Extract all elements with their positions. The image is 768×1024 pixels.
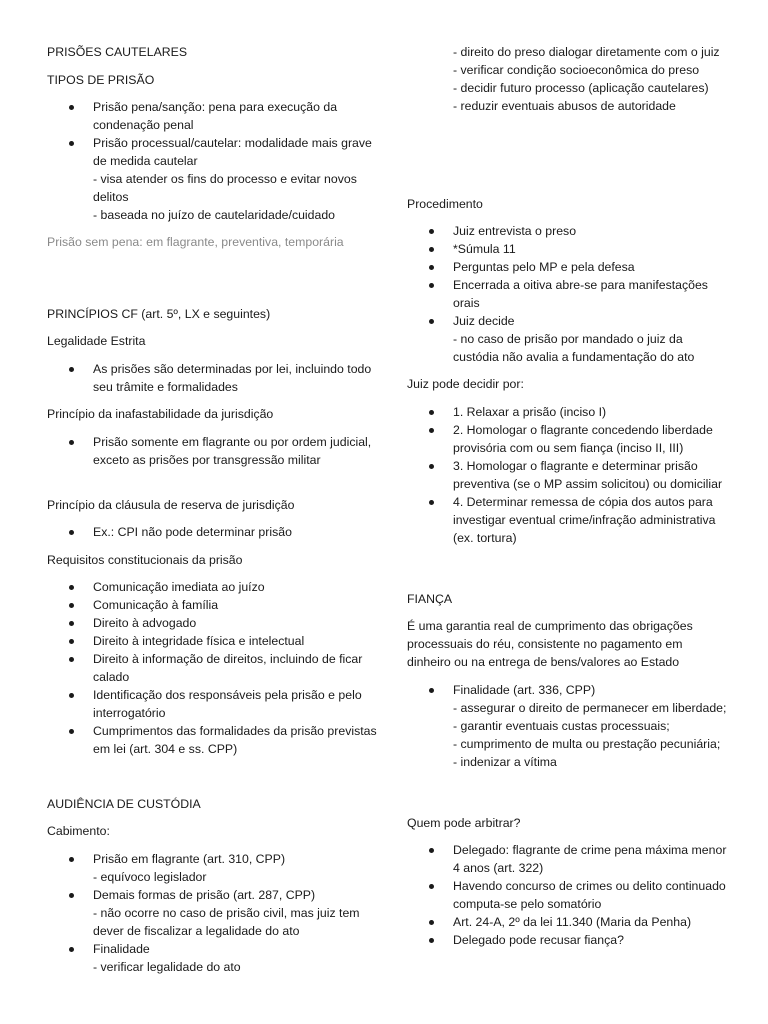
subheading-clausula: Princípio da cláusula de reserva de jurisdição — [47, 498, 295, 512]
list-item-subline: - indenizar a vítima — [453, 755, 557, 769]
list-item-text: Comunicação à família — [93, 598, 219, 612]
list-tipos — [47, 98, 377, 224]
subheading-juiz-decidir: Juiz pode decidir por: — [407, 377, 524, 391]
list-item — [407, 841, 727, 877]
subheading-legalidade: Legalidade Estrita — [47, 334, 146, 348]
list-item — [47, 850, 377, 886]
list-item-text: Delegado pode recusar fiança? — [453, 933, 624, 947]
list-item-subline: - assegurar o direito de permanecer em liberdade; — [453, 701, 727, 715]
continued-lines — [407, 43, 727, 115]
list-item — [47, 98, 377, 134]
list-clausula — [47, 523, 377, 541]
list-item-text: Delegado: flagrante de crime pena máxima menor 4 anos (art. 322) — [453, 843, 727, 875]
list-item — [47, 433, 377, 469]
list-item-text: Direito à advogado — [93, 616, 197, 630]
list-item — [47, 578, 377, 596]
list-juiz-decidir — [407, 403, 727, 547]
continued-line: - direito do preso dialogar diretamente com o juiz — [453, 45, 720, 59]
list-item — [407, 276, 727, 312]
list-item-text: 1. Relaxar a prisão (inciso I) — [453, 405, 607, 419]
list-item-text: Art. 24-A, 2º da lei 11.340 (Maria da Penha) — [453, 915, 692, 929]
list-item-text: Perguntas pelo MP e pela defesa — [453, 260, 635, 274]
subheading-inafastabilidade: Princípio da inafastabilidade da jurisdição — [47, 407, 274, 421]
list-item-text: Ex.: CPI não pode determinar prisão — [93, 525, 292, 539]
list-item-text: Finalidade (art. 336, CPP) — [453, 683, 596, 697]
list-item — [407, 681, 727, 771]
list-item-text: Demais formas de prisão (art. 287, CPP) — [93, 888, 316, 902]
list-item-text: Encerrada a oitiva abre-se para manifestações orais — [453, 278, 708, 310]
list-item-text: 3. Homologar o flagrante e determinar prisão preventiva (se o MP assim solicitou) ou domiciliar — [453, 459, 723, 491]
list-item-text: Prisão somente em flagrante ou por ordem judicial, exceto as prisões por transgressão militar — [93, 435, 372, 467]
list-legalidade — [47, 360, 377, 396]
list-item-text: 2. Homologar o flagrante concedendo liberdade provisória com ou sem fiança (inciso II, III) — [453, 423, 713, 455]
list-procedimento — [407, 222, 727, 366]
list-item-text: Juiz entrevista o preso — [453, 224, 577, 238]
note-sem-pena: Prisão sem pena: em flagrante, preventiva, temporária — [47, 235, 344, 249]
list-item-text: As prisões são determinadas por lei, incluindo todo seu trâmite e formalidades — [93, 362, 372, 394]
section-heading-tipos: TIPOS DE PRISÃO — [47, 73, 155, 87]
list-item-text: Direito à integridade física e intelectual — [93, 634, 305, 648]
list-item — [407, 877, 727, 913]
list-item-text: Comunicação imediata ao juízo — [93, 580, 265, 594]
list-inafastabilidade — [47, 433, 377, 469]
list-item — [407, 240, 727, 258]
list-item-text: Prisão pena/sanção: pena para execução da condenação penal — [93, 100, 338, 132]
list-item-subline: - verificar legalidade do ato — [93, 960, 241, 974]
list-item — [47, 686, 377, 722]
subheading-requisitos: Requisitos constitucionais da prisão — [47, 553, 243, 567]
list-item-text: Prisão em flagrante (art. 310, CPP) — [93, 852, 286, 866]
list-item-subline: - não ocorre no caso de prisão civil, mas juiz tem dever de fiscalizar a legalidade do ato — [93, 906, 360, 938]
list-item-text: Finalidade — [93, 942, 150, 956]
list-item-subline: - cumprimento de multa ou prestação pecuniária; — [453, 737, 721, 751]
list-item-text: Direito à informação de direitos, incluindo de ficar calado — [93, 652, 363, 684]
list-item — [407, 913, 727, 931]
continued-line: - reduzir eventuais abusos de autoridade — [453, 99, 676, 113]
list-item — [47, 632, 377, 650]
document-title: PRISÕES CAUTELARES — [47, 45, 188, 59]
list-item — [407, 931, 727, 949]
subheading-quem-arbitrar: Quem pode arbitrar? — [407, 816, 521, 830]
list-item — [407, 493, 727, 547]
list-item-subline: - equívoco legislador — [93, 870, 207, 884]
list-item — [47, 523, 377, 541]
list-item-text: 4. Determinar remessa de cópia dos autos para investigar eventual crime/infração administrativa (ex. tortura) — [453, 495, 716, 545]
list-item — [47, 360, 377, 396]
list-item — [407, 222, 727, 240]
list-item-text: Prisão processual/cautelar: modalidade mais grave de medida cautelar — [93, 136, 372, 168]
list-item — [47, 722, 377, 758]
list-item-text: Cumprimentos das formalidades da prisão previstas em lei (art. 304 e ss. CPP) — [93, 724, 377, 756]
list-requisitos — [47, 578, 377, 758]
list-item — [407, 457, 727, 493]
continued-line: - verificar condição socioeconômica do preso — [453, 63, 700, 77]
list-item — [407, 403, 727, 421]
fianca-definition: É uma garantia real de cumprimento das obrigações processuais do réu, consistente no pagamento em dinheiro ou na entrega de bens/valores ao Estado — [407, 619, 693, 669]
list-fianca-finalidade — [407, 681, 727, 771]
list-item — [47, 134, 377, 224]
list-item-text: Identificação dos responsáveis pela prisão e pelo interrogatório — [93, 688, 362, 720]
section-heading-audiencia: AUDIÊNCIA DE CUSTÓDIA — [47, 797, 201, 811]
list-item — [47, 650, 377, 686]
subheading-cabimento: Cabimento: — [47, 824, 110, 838]
list-item-subline: - no caso de prisão por mandado o juiz da custódia não avalia a fundamentação do ato — [453, 332, 695, 364]
list-item — [407, 421, 727, 457]
continued-line: - decidir futuro processo (aplicação cautelares) — [453, 81, 709, 95]
list-item-text: Juiz decide — [453, 314, 515, 328]
list-item-subline: - baseada no juízo de cautelaridade/cuidado — [93, 208, 336, 222]
list-item-subline: - garantir eventuais custas processuais; — [453, 719, 670, 733]
list-item-text: *Súmula 11 — [453, 242, 516, 256]
list-item — [47, 886, 377, 940]
list-item — [47, 614, 377, 632]
list-item — [407, 258, 727, 276]
section-heading-principios: PRINCÍPIOS CF (art. 5º, LX e seguintes) — [47, 307, 271, 321]
list-quem-arbitrar — [407, 841, 727, 949]
list-item-subline: - visa atender os fins do processo e evitar novos delitos — [93, 172, 357, 204]
list-item-text: Havendo concurso de crimes ou delito continuado computa-se pelo somatório — [453, 879, 726, 911]
list-item — [47, 596, 377, 614]
section-heading-fianca: FIANÇA — [407, 592, 453, 606]
list-item — [407, 312, 727, 366]
list-item — [47, 940, 377, 976]
subheading-procedimento: Procedimento — [407, 197, 483, 211]
list-cabimento — [47, 850, 377, 976]
